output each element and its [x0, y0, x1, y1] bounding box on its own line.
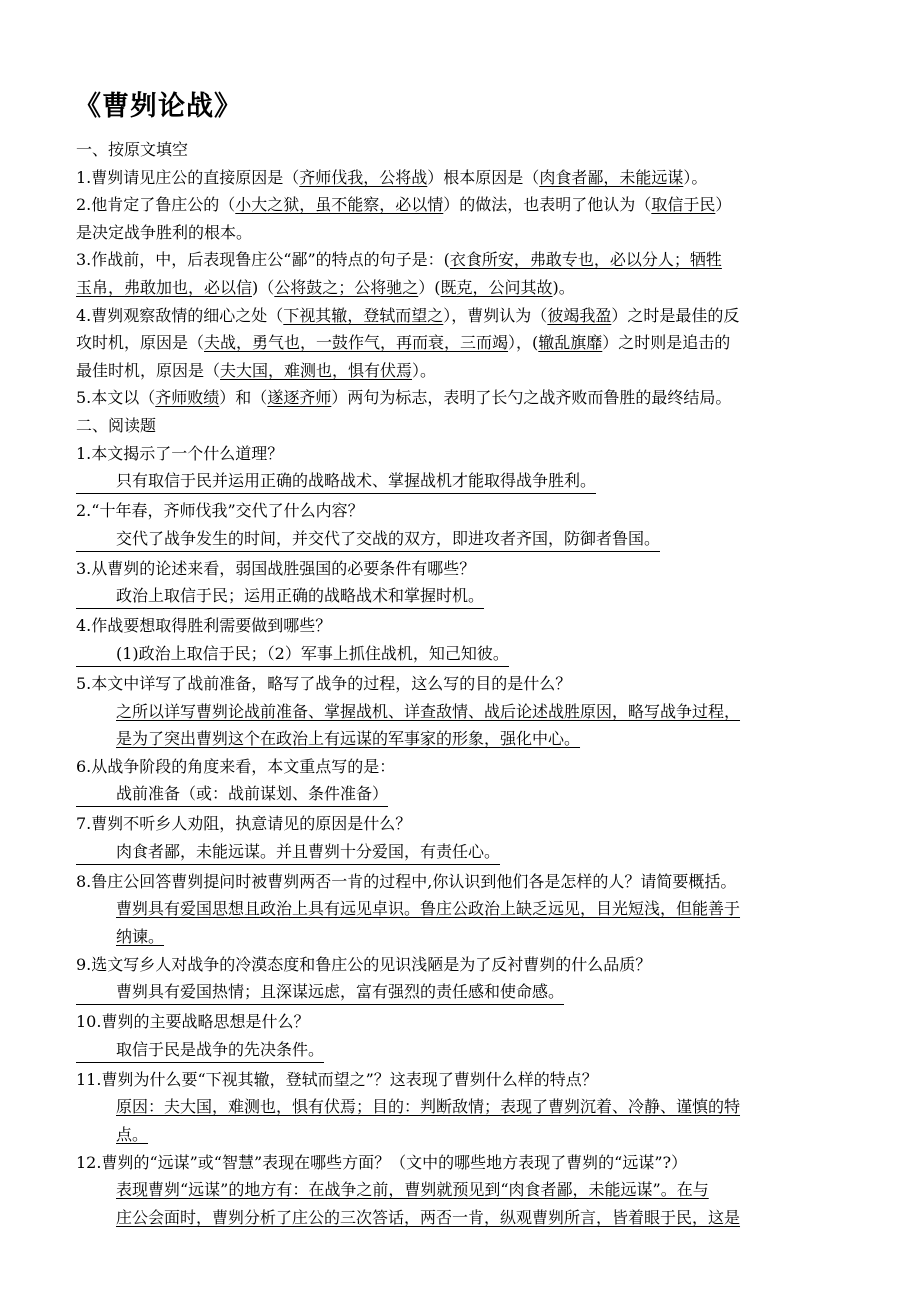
reading-q6: 6.从战争阶段的角度来看，本文重点写的是： [76, 756, 396, 776]
q2-answer1: 小大之狱，虽不能察，必以情 [235, 195, 444, 215]
reading-q2: 2.“十年春，齐师伐我”交代了什么内容？ [76, 501, 364, 521]
reading-a9: 曹刿具有爱国热情；且深谋远虑，富有强烈的责任感和使命感。 [76, 980, 564, 1005]
q4-text7: 最佳时机，原因是（ [76, 360, 221, 380]
reading-a8-line2: 纳谏。 [116, 927, 165, 947]
q3-answer2: 公将鼓之；公将驰之 [274, 277, 419, 297]
fill-q1 [76, 164, 850, 192]
q1-answer2: 肉食者鄙，未能远谋 [539, 167, 684, 187]
q3-text: 3.作战前，中，后表现鲁庄公“鄙”的特点的句子是：( [76, 250, 450, 270]
q2-close: ） [715, 195, 732, 215]
reading-a7: 肉食者鄙，未能远谋。并且曹刿十分爱国，有责任心。 [76, 840, 500, 865]
q2-text2: ）的做法，也表明了他认为（ [443, 195, 652, 215]
section1-heading: 一、按原文填空 [76, 140, 189, 159]
reading-q5: 5.本文中详写了战前准备，略写了战争的过程，这么写的目的是什么？ [76, 673, 572, 693]
reading-a5-line2: 是为了突出曹刿这个在政治上有远谋的军事家的形象，强化中心。 [116, 729, 581, 749]
reading-q12: 12.曹刿的“远谋”或“智慧”表现在哪些方面？（文中的哪些地方表现了曹刿的“远谋”?） [76, 1152, 688, 1172]
q2-answer2: 取信于民 [651, 195, 716, 215]
q4-answer3: 夫战，勇气也，一鼓作气，再而衰，三而竭 [204, 333, 509, 353]
q1-text2: ）根本原因是（ [427, 167, 540, 187]
q4-text3: ）之时是最佳的反 [611, 305, 740, 325]
fill-q4-cont1 [76, 329, 850, 357]
fill-q2-cont: 是决定战争胜利的根本。 [76, 222, 253, 242]
q5-answer2: 遂逐齐师 [267, 388, 332, 408]
reading-a2: 交代了战争发生的时间，并交代了交战的双方，即进攻者齐国，防御者鲁国。 [76, 527, 660, 552]
reading-q8: 8.鲁庄公回答曹刿提问时被曹刿两否一肯的过程中,你认识到他们各是怎样的人？请简要概括。 [76, 871, 737, 891]
q5-answer1: 齐师败绩 [155, 388, 220, 408]
q4-answer4: 辙乱旗靡 [538, 333, 603, 353]
q3-sep1: )（ [252, 277, 275, 297]
page-title: 《曹刿论战》 [74, 91, 242, 122]
fill-q3 [76, 246, 850, 274]
reading-q10: 10.曹刿的主要战略思想是什么？ [76, 1012, 310, 1032]
q4-text4: 攻时机，原因是（ [76, 333, 205, 353]
q4-answer1: 下视其辙，登轼而望之 [283, 305, 444, 325]
q5-end: ）两句为标志，表明了长勺之战齐败而鲁胜的最终结局。 [331, 388, 732, 408]
q1-answer1: 齐师伐我，公将战 [299, 167, 428, 187]
reading-q1: 1.本文揭示了一个什么道理？ [76, 443, 284, 463]
reading-a6: 战前准备（或：战前谋划、条件准备） [76, 782, 388, 807]
section2-heading: 二、阅读题 [76, 415, 157, 435]
reading-q9: 9.选文写乡人对战争的冷漠态度和鲁庄公的见识浅陋是为了反衬曹刿的什么品质？ [76, 954, 652, 974]
q4-end: ）。 [412, 360, 437, 380]
reading-q4: 4.作战要想取得胜利需要做到哪些？ [76, 616, 332, 636]
q3-end: )。 [552, 277, 575, 297]
q5-text: 5.本文以（ [76, 388, 156, 408]
reading-a8-line1: 曹刿具有爱国思想且政治上具有远见卓识。鲁庄公政治上缺乏远见，目光短浅，但能善于 [116, 899, 741, 919]
reading-q3: 3.从曹刿的论述来看，弱国战胜强国的必要条件有哪些？ [76, 558, 476, 578]
reading-a1: 只有取信于民并运用正确的战略战术、掌握战机才能取得战争胜利。 [76, 469, 596, 494]
reading-a4: (1)政治上取信于民；（2）军事上抓住战机，知己知彼。 [76, 642, 509, 667]
q4-text5: ），( [508, 333, 539, 353]
q3-answer3: 既克，公问其故 [440, 277, 553, 297]
reading-a12-line2: 庄公会面时，曹刿分析了庄公的三次答话，两否一肯，纵观曹刿所言，皆着眼于民，这是 [116, 1207, 741, 1227]
fill-q4-cont2 [76, 357, 850, 385]
q3-answer1-cont: 玉帛，弗敢加也，必以信 [76, 277, 253, 297]
q4-text2: ），曹刿认为（ [443, 305, 548, 325]
q1-text: 1.曹刿请见庄公的直接原因是（ [76, 167, 300, 187]
q3-answer1: 衣食所安，弗敢专也，必以分人；牺牲 [449, 250, 722, 270]
fill-q5 [76, 384, 850, 412]
reading-a12-line1: 表现曹刿“远谋”的地方有：在战争之前，曹刿就预见到“肉食者鄙，未能远谋”。在与 [116, 1180, 709, 1200]
reading-a11-line1: 原因：夫大国，难测也，惧有伏焉；目的：判断敌情；表现了曹刿沉着、冷静、谨慎的特 [116, 1097, 741, 1117]
fill-q3-cont [76, 274, 850, 302]
q4-text: 4.曹刿观察敌情的细心之处（ [76, 305, 284, 325]
reading-q11: 11.曹刿为什么要“下视其辙，登轼而望之”？这表现了曹刿什么样的特点？ [76, 1069, 598, 1089]
q5-text2: ）和（ [219, 388, 268, 408]
fill-q4 [76, 302, 850, 330]
q2-text: 2.他肯定了鲁庄公的（ [76, 195, 236, 215]
q3-sep2: ）( [418, 277, 441, 297]
reading-q7: 7.曹刿不听乡人劝阻，执意请见的原因是什么？ [76, 814, 412, 834]
fill-q2 [76, 191, 850, 219]
q4-answer2: 彼竭我盈 [547, 305, 612, 325]
reading-a5-line1: 之所以详写曹刿论战前准备、掌握战机、详查敌情、战后论述战胜原因，略写战争过程， [116, 701, 741, 721]
q4-answer5: 夫大国，难测也，惧有伏焉 [220, 360, 413, 380]
reading-a11-line2: 点。 [116, 1125, 149, 1145]
reading-a3: 政治上取信于民；运用正确的战略战术和掌握时机。 [76, 584, 484, 609]
q1-end: ）。 [683, 167, 708, 187]
q4-text6: ）之时则是追击的 [602, 333, 731, 353]
reading-a10: 取信于民是战争的先决条件。 [76, 1038, 324, 1063]
